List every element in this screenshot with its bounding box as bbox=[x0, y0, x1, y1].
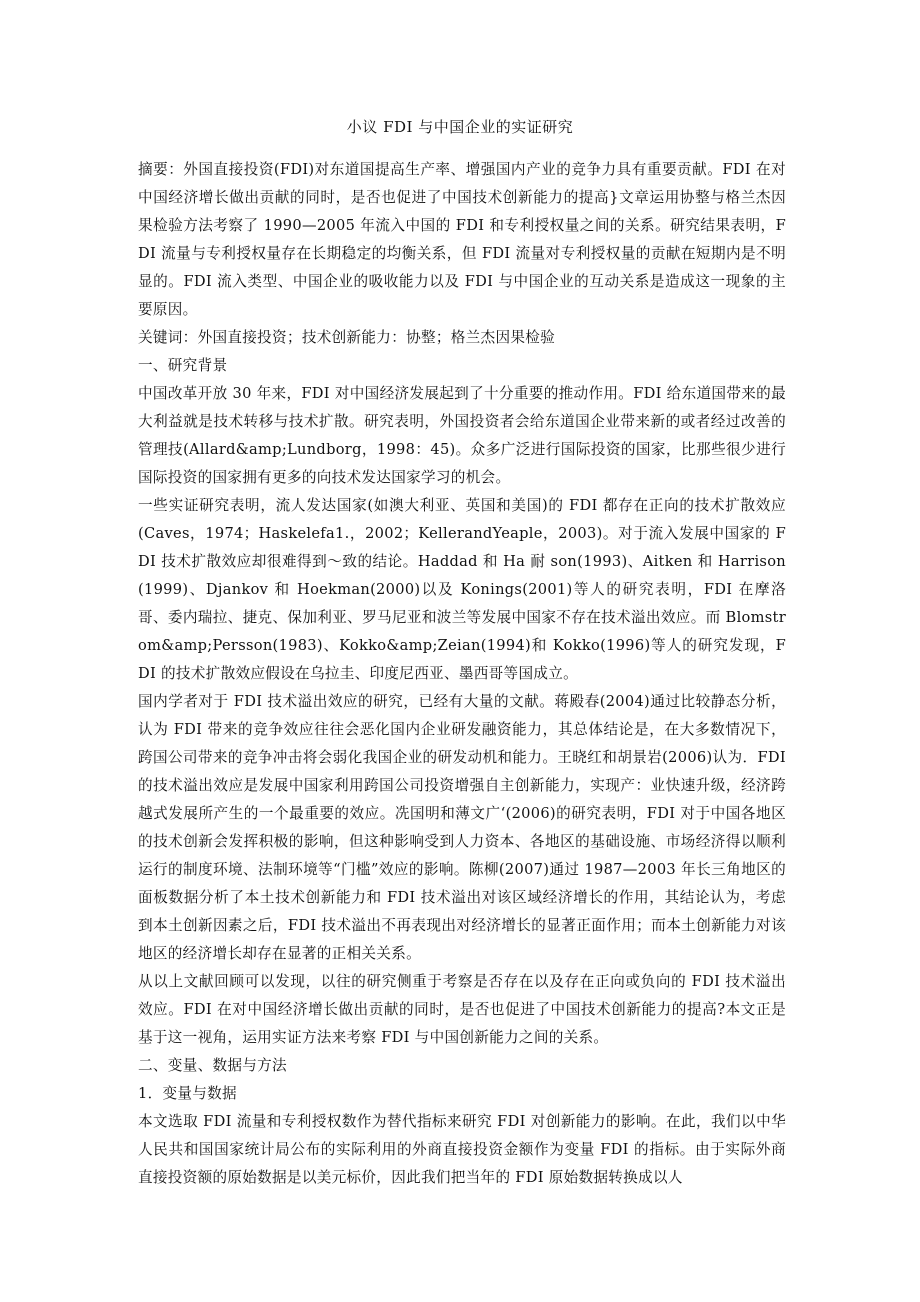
body-paragraph: 国内学者对于 FDI 技术溢出效应的研究，已经有大量的文献。蒋殿春(2004)通过比较静态分析，认为 FDI 带来的竞争效应往往会恶化国内企业研发融资能力，其总体结论是，在大多数情况下，跨国公司带来的竞争冲击将会弱化我国企业的研发动机和能力。王晓红和胡景岩(2006)认为．FDI 的技术溢出效应是发展中国家利用跨国公司投资增强自主创新能力，实现产：业快速升级，经济跨越式发展所产生的一个最重要的效应。冼国明和薄文广‘(2006)的研究表明，FDI 对于中国各地区的技术创新会发挥积极的影响，但这种影响受到人力资本、各地区的基础设施、市场经济得以顺利运行的制度环境、法制环境等“门槛”效应的影响。陈柳(2007)通过 1987—2003 年长三角地区的面板数据分析了本土技术创新能力和 FDI 技术溢出对该区域经济增长的作用，其结论认为，考虑到本土创新因素之后，FDI 技术溢出不再表现出对经济增长的显著正面作用；而本土创新能力对该地区的经济增长却存在显著的正相关关系。 bbox=[138, 693, 786, 962]
body-paragraph: 本文选取 FDI 流量和专利授权数作为替代指标来研究 FDI 对创新能力的影响。在此，我们以中华人民共和国国家统计局公布的实际利用的外商直接投资金额作为变量 FDI 的指标。由于实际外商直接投资额的原始数据是以美元标价，因此我们把当年的 FDI 原始数据转换成以人 bbox=[138, 1113, 786, 1186]
body-paragraph: 一些实证研究表明，流人发达国家(如澳大利亚、英国和美国)的 FDI 都存在正向的技术扩散效应(Caves，1974；Haskelefa1.，2002；KellerandYeaple，2003)。对于流入发展中国家的 FDI 技术扩散效应却很难得到～致的结论。Haddad 和 Ha 耐 son(1993)、Aitken 和 Harrison(1999)、Djankov 和 Hoekman(2000)以及 Konings(2001)等人的研究表明，FDI 在摩洛哥、委内瑞拉、捷克、保加利亚、罗马尼亚和波兰等发展中国家不存在技术溢出效应。而 Blomstrom&amp;Persson(1983)、Kokko&amp;Zeian(1994)和 Kokko(1996)等人的研究发现，FDI 的技术扩散效应假设在乌拉圭、印度尼西亚、墨西哥等国成立。 bbox=[138, 497, 786, 682]
keywords-line: 关键词：外国直接投资；技术创新能力：协整；格兰杰因果检验 bbox=[138, 329, 556, 346]
section-heading-methods: 二、变量、数据与方法 bbox=[138, 1057, 287, 1074]
abstract-paragraph: 摘要：外国直接投资(FDI)对东道国提高生产率、增强国内产业的竞争力具有重要贡献。FDI 在对中国经济增长做出贡献的同时，是否也促进了中国技术创新能力的提高}文章运用协整与格兰杰因果检验方法考察了 1990—2005 年流入中国的 FDI 和专利授权量之间的关系。研究结果表明，FDI 流量与专利授权量存在长期稳定的均衡关系，但 FDI 流量对专利授权量的贡献在短期内是不明显的。FDI 流入类型、中国企业的吸收能力以及 FDI 与中国企业的互动关系是造成这一现象的主要原因。 bbox=[138, 161, 786, 318]
section-heading-background: 一、研究背景 bbox=[138, 357, 228, 374]
document-title: 小议 FDI 与中国企业的实证研究 bbox=[346, 118, 574, 136]
document-body bbox=[138, 156, 786, 1192]
body-paragraph: 中国改革开放 30 年来，FDI 对中国经济发展起到了十分重要的推动作用。FDI 给东道国带来的最大利益就是技术转移与技术扩散。研究表明，外国投资者会给东道国企业带来新的或者经过改善的管理技(Allard&amp;Lundborg，1998：45)。众多广泛进行国际投资的国家，比那些很少进行国际投资的国家拥有更多的向技术发达国家学习的机会。 bbox=[138, 385, 786, 486]
body-paragraph: 从以上文献回顾可以发现，以往的研究侧重于考察是否存在以及存在正向或负向的 FDI 技术溢出效应。FDI 在对中国经济增长做出贡献的同时，是否也促进了中国技术创新能力的提高?本文正是基于这一视角，运用实证方法来考察 FDI 与中国创新能力之间的关系。 bbox=[138, 973, 786, 1046]
subsection-heading-variables: 1．变量与数据 bbox=[138, 1085, 237, 1102]
